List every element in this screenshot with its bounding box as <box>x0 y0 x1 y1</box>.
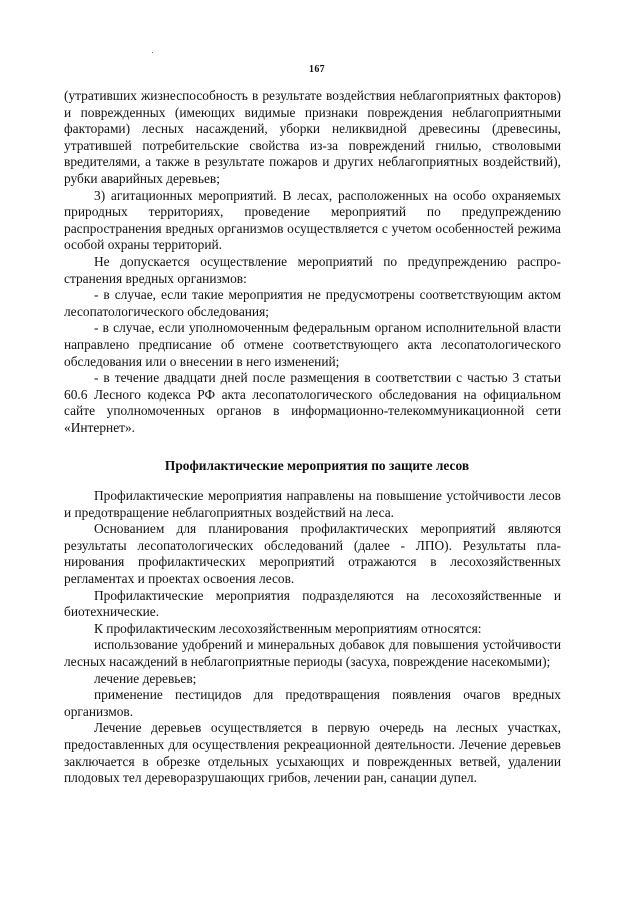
list-item-cancellation-order: - в случае, если уполномоченным федеральным органом исполнительной власти направлено предписание об отмене соответствующего акта лесопатологического обследования или о внесении в него изменений; <box>64 320 561 369</box>
list-item-twenty-days: - в течение двадцати дней после размещения в соответствии с частью 3 статьи 60.6 Лесного кодекса РФ акта лесопатологического обследования на официальном сайте уполномоченных органов в информационно-телекоммуникационной сети «Интернет». <box>64 370 561 435</box>
paragraph-not-allowed: Не допускается осуществление мероприятий по предупреждению распространения вредных организмов: <box>64 253 561 286</box>
paragraph-forestry-measures: К профилактическим лесохозяйственным мероприятиям относятся: <box>94 620 482 636</box>
body-text-section-2 <box>64 488 561 787</box>
paragraph-agitation-measures: 3) агитационных мероприятий. В лесах, расположенных на особо охраняемых природных территориях, проведение мероприятий по предупреждению распространения вредных организмов осуществляется с учетом особенностей режима особой охраны территорий. <box>64 187 561 253</box>
section-heading: Профилактические мероприятия по защите лесов <box>164 458 470 473</box>
page-number: 167 <box>309 64 325 75</box>
paragraph-continuation: (утративших жизнеспособность в результате воздействия неблагоприятных факторов) и поврежденных (имеющих видимые признаки повреждения неблагоприятными факторами) лесных насаждений, уборки неликвидной древесины (древесины, утратившей потребительские свойства из-за повреждений гнилью, стволовыми вредителями, а также в результате пожаров и других неблагоприятных воздействий), рубки аварийных деревьев; <box>64 88 561 186</box>
scan-speck <box>152 52 153 53</box>
paragraph-tree-treatment-details: Лечение деревьев осуществляется в первую очередь на лесных участках, предоставленных для осуществления рекреационной деятельности. Лечение деревьев заключается в обрезке отдельных усыхающих и поврежденных ветвей, удалении плодовых тел дереворазрушающих грибов, лечении ран, санации дупел. <box>64 720 561 786</box>
list-item-tree-treatment: лечение деревьев; <box>94 670 197 686</box>
body-text-section-1 <box>64 88 561 436</box>
list-item-pesticides: применение пестицидов для предотвращения появления очагов вредных организмов. <box>64 687 561 719</box>
paragraph-purpose: Профилактические мероприятия направлены на повышение устойчивости лесов и предотвращение неблагоприятных воздействий на леса. <box>64 488 561 520</box>
list-item-fertilizers: использование удобрений и минеральных добавок для повышения устойчивости лесных насаждений в неблагоприятные периоды (засуха, повреждение насекомыми); <box>64 637 561 669</box>
paragraph-types: Профилактические мероприятия подразделяются на лесохозяйственные и биотехнические. <box>64 587 561 620</box>
paragraph-planning-basis: Основанием для планирования профилактических мероприятий являются результаты лесопатологических обследований (далее - ЛПО). Результаты планирования профилактических мероприятий отражаются в лесохозяйственных регламентах и проектах освоения лесов. <box>64 521 561 586</box>
list-item-not-provided: - в случае, если такие мероприятия не предусмотрены соответствующим актом лесопатологического обследования; <box>64 287 561 319</box>
